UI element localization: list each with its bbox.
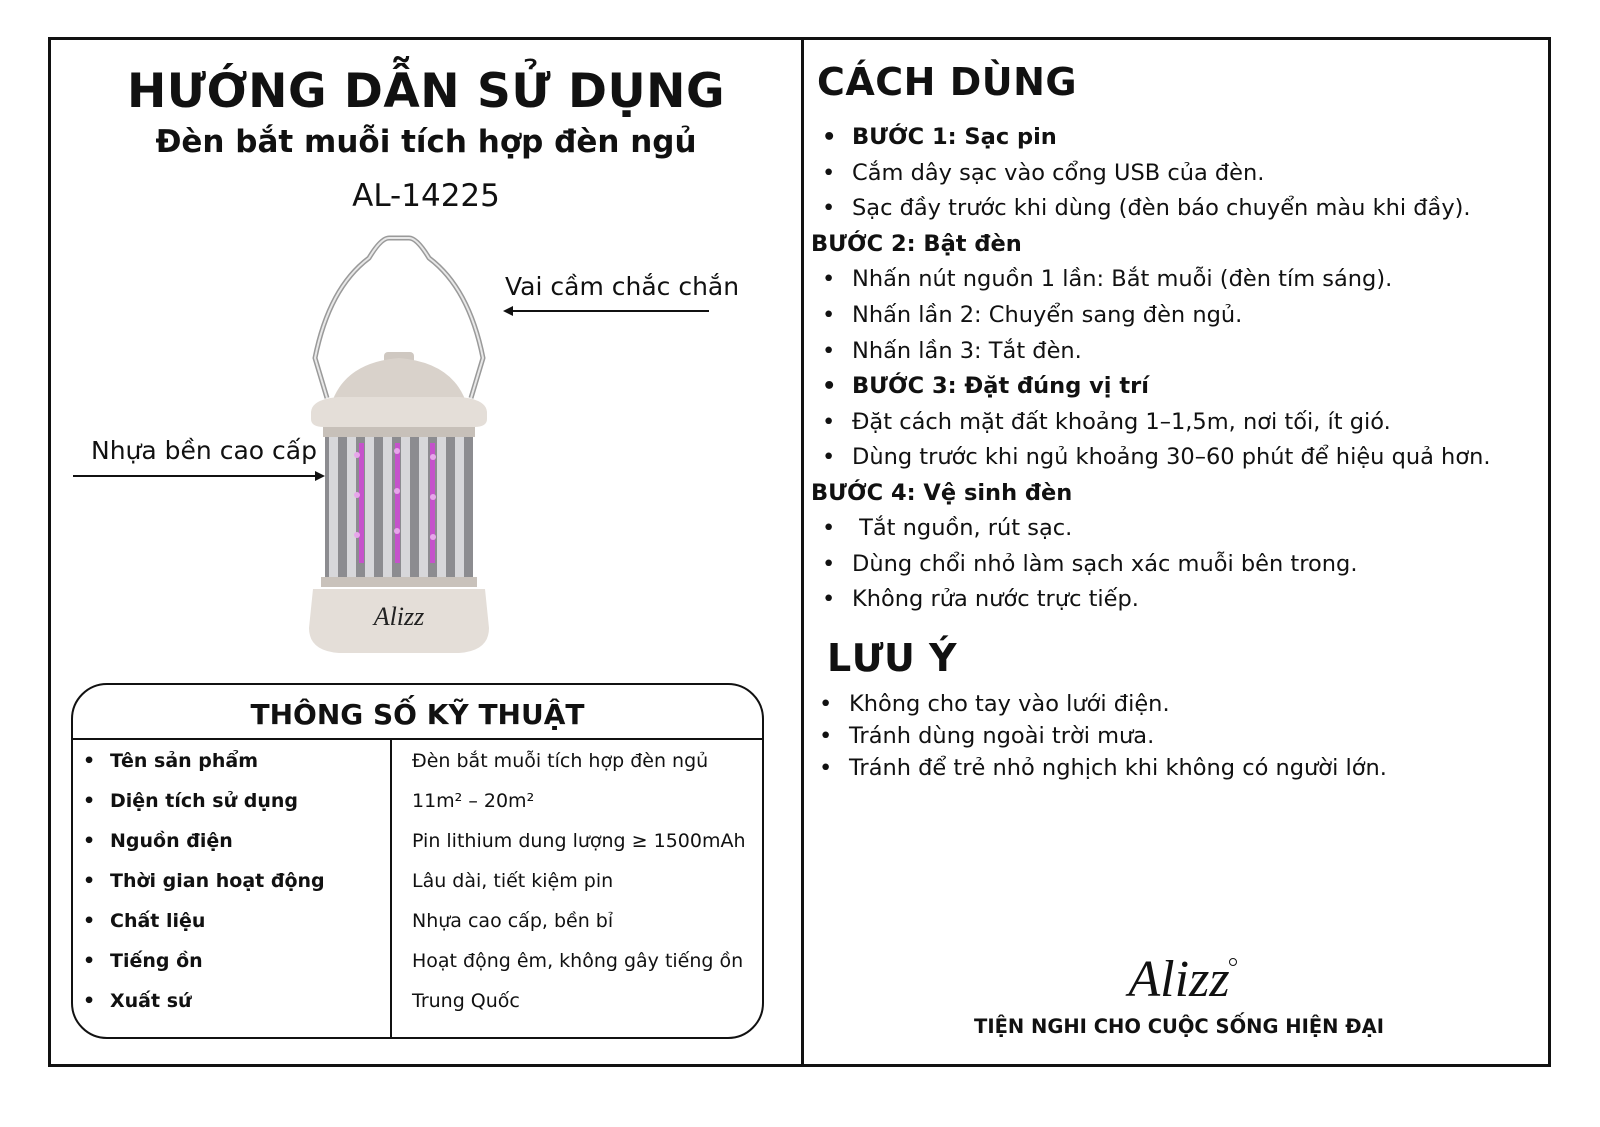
step-3-heading: • BƯỚC 3: Đặt đúng vị trí (852, 371, 1149, 401)
brand-logo (1121, 940, 1241, 1010)
panel-divider (801, 40, 804, 1064)
page-title: HƯỚNG DẪN SỬ DỤNG (126, 64, 726, 119)
usage-line: • Nhấn lần 2: Chuyển sang đèn ngủ. (852, 300, 1242, 330)
usage-title: CÁCH DÙNG (817, 60, 1078, 104)
spec-key: • Tiếng ồn (81, 941, 203, 981)
handle-callout-arrow (501, 302, 711, 320)
brand-logo-text: Alizz (1128, 951, 1230, 1008)
usage-line: • Đặt cách mặt đất khoảng 1–1,5m, nơi tối, ít gió. (852, 407, 1391, 437)
product-subtitle: Đèn bắt muỗi tích hợp đèn ngủ (155, 124, 697, 160)
spec-key: • Diện tích sử dụng (81, 781, 298, 821)
usage-line: • Nhấn nút nguồn 1 lần: Bắt muỗi (đèn tím sáng). (852, 264, 1392, 294)
usage-line: • Tắt nguồn, rút sạc. (852, 513, 1072, 543)
spec-key: • Thời gian hoạt động (81, 861, 325, 901)
step-1-heading: • BƯỚC 1: Sạc pin (852, 122, 1057, 152)
spec-value: 11m² – 20m² (412, 790, 535, 812)
spec-table (71, 683, 764, 1039)
spec-value: Nhựa cao cấp, bền bỉ (412, 910, 614, 932)
spec-key: • Tên sản phẩm (81, 741, 258, 781)
usage-line: • Dùng chổi nhỏ làm sạch xác muỗi bên trong. (852, 549, 1357, 579)
instruction-sheet (48, 37, 1551, 1067)
usage-line: • Không rửa nước trực tiếp. (852, 584, 1139, 614)
note-line: • Tránh dùng ngoài trời mưa. (849, 721, 1154, 751)
spec-key: • Chất liệu (81, 901, 205, 941)
spec-row (73, 981, 762, 1021)
step-2-heading: BƯỚC 2: Bật đèn (811, 231, 1022, 257)
spec-row (73, 861, 762, 901)
spec-value: Lâu dài, tiết kiệm pin (412, 870, 614, 892)
lamp-brand-logo: Alizz (373, 602, 425, 631)
model-number: AL-14225 (352, 178, 500, 214)
usage-line: • Cắm dây sạc vào cổng USB của đèn. (852, 158, 1264, 188)
spec-row (73, 901, 762, 941)
spec-value: Hoạt động êm, không gây tiếng ồn (412, 950, 744, 972)
note-title: LƯU Ý (827, 636, 958, 680)
brand-slogan: TIỆN NGHI CHO CUỘC SỐNG HIỆN ĐẠI (974, 1015, 1384, 1038)
step-4-heading: BƯỚC 4: Vệ sinh đèn (811, 480, 1073, 506)
spec-row (73, 781, 762, 821)
spec-value: Đèn bắt muỗi tích hợp đèn ngủ (412, 750, 709, 772)
mosquito-lamp-illustration (299, 233, 499, 658)
plastic-callout: Nhựa bền cao cấp (91, 436, 317, 465)
plastic-callout-arrow (71, 467, 327, 485)
registered-mark-icon (1230, 959, 1237, 966)
note-line: • Tránh để trẻ nhỏ nghịch khi không có người lớn. (849, 753, 1387, 783)
spec-row (73, 821, 762, 861)
handle-callout: Vai cầm chắc chắn (505, 272, 740, 301)
note-line: • Không cho tay vào lưới điện. (849, 689, 1170, 719)
spec-row (73, 741, 762, 781)
usage-line: • Nhấn lần 3: Tắt đèn. (852, 336, 1082, 366)
spec-key: • Nguồn điện (81, 821, 233, 861)
spec-value: Pin lithium dung lượng ≥ 1500mAh (412, 830, 746, 852)
spec-row (73, 941, 762, 981)
spec-key: • Xuất sứ (81, 981, 192, 1021)
usage-line: • Sạc đầy trước khi dùng (đèn báo chuyển màu khi đầy). (852, 193, 1471, 223)
spec-value: Trung Quốc (412, 990, 520, 1012)
spec-title: THÔNG SỐ KỸ THUẬT (73, 685, 762, 740)
usage-line: • Dùng trước khi ngủ khoảng 30–60 phút để hiệu quả hơn. (852, 442, 1491, 472)
